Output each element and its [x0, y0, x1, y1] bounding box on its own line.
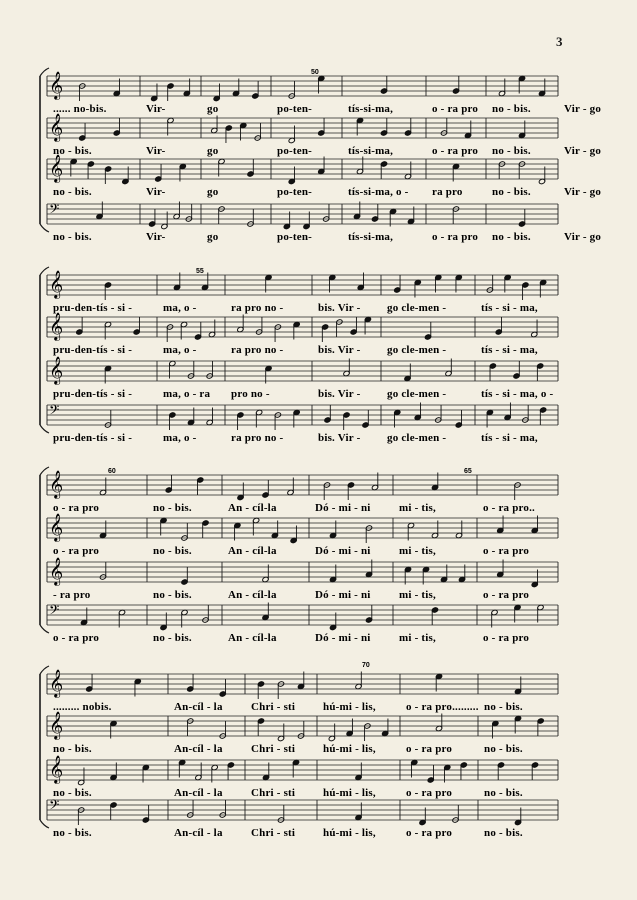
lyric-text: hú-mi - lis,: [323, 743, 376, 755]
lyric-text: o - ra pro.........: [406, 701, 479, 713]
staff: [47, 270, 558, 314]
staff: [47, 602, 558, 644]
lyric-text: no - bis.: [492, 231, 531, 243]
lyric-text: tís - si - ma,: [481, 432, 538, 444]
lyric-text: go cle-men -: [387, 432, 447, 444]
lyric-text: ...... no-bis.: [53, 103, 107, 115]
score-system: [40, 467, 558, 644]
lyric-text: Chri - sti: [251, 787, 296, 799]
treble-clef-icon: 𝄞: [49, 669, 64, 697]
treble-clef-icon: 𝄞: [49, 113, 64, 141]
lyric-text: Dó - mi - ni: [315, 502, 371, 514]
staff: [47, 470, 558, 514]
score-system: [40, 267, 558, 444]
measure-number: 50: [311, 69, 319, 76]
bass-clef-icon: 𝄢: [49, 602, 60, 621]
lyric-text: Vir-: [146, 186, 166, 198]
lyric-text: no - bis.: [484, 743, 523, 755]
staff: [47, 312, 558, 356]
staff: [47, 356, 558, 400]
lyric-text: ......... nobis.: [53, 701, 112, 713]
lyric-text: ra pro no -: [231, 432, 284, 444]
lyric-text: po-ten-: [277, 231, 313, 243]
lyric-text: hú-mi - lis,: [323, 787, 376, 799]
treble-clef-icon: 𝄞: [49, 71, 64, 99]
lyric-text: An - cíl-la: [228, 545, 277, 557]
lyric-text: Vir - go: [564, 231, 602, 243]
lyric-text: o - ra pro: [406, 827, 453, 839]
lyric-text: no - bis.: [53, 743, 92, 755]
lyric-text: Dó - mi - ni: [315, 545, 371, 557]
lyric-text: go cle-men -: [387, 302, 447, 314]
lyric-text: mi - tis,: [399, 589, 436, 601]
bass-clef-icon: 𝄢: [49, 402, 60, 421]
lyric-text: pru-den-tís - si -: [53, 344, 133, 356]
lyric-text: Chri - sti: [251, 743, 296, 755]
staff: [47, 154, 601, 198]
staff: [47, 755, 558, 799]
lyric-text: o - ra pro: [432, 231, 479, 243]
lyric-text: Chri - sti: [251, 701, 296, 713]
staff: [47, 113, 601, 157]
lyric-text: An-cíl - la: [174, 787, 223, 799]
lyric-text: An - cíl-la: [228, 632, 277, 644]
lyric-text: go: [207, 103, 219, 115]
lyric-text: o - ra pro: [53, 545, 100, 557]
lyric-text: tís - si - ma,: [481, 302, 538, 314]
lyric-text: Chri - sti: [251, 827, 296, 839]
lyric-text: An-cíl - la: [174, 743, 223, 755]
lyric-text: o - ra pro: [406, 743, 453, 755]
lyric-text: bis. Vir -: [318, 344, 361, 356]
lyric-text: ma, o -: [163, 432, 197, 444]
staff: [47, 201, 601, 243]
lyric-text: pro no -: [231, 388, 270, 400]
lyric-text: o - ra pro: [483, 632, 530, 644]
lyric-text: Dó - mi - ni: [315, 589, 371, 601]
lyric-text: no - bis.: [484, 701, 523, 713]
lyric-text: go: [207, 231, 219, 243]
lyric-text: o - ra pro: [406, 787, 453, 799]
lyric-text: no - bis.: [484, 787, 523, 799]
lyric-text: ra pro no -: [231, 302, 284, 314]
lyric-text: bis. Vir -: [318, 388, 361, 400]
lyric-text: po-ten-: [277, 145, 313, 157]
lyric-text: pru-den-tís - si -: [53, 388, 133, 400]
staff: [47, 669, 558, 713]
lyric-text: no - bis.: [153, 589, 192, 601]
lyric-text: o - ra pro: [53, 632, 100, 644]
lyric-text: no - bis.: [492, 103, 531, 115]
measure-number: 60: [108, 468, 116, 475]
measure-number: 70: [362, 662, 370, 669]
measure-number: 65: [464, 468, 472, 475]
lyric-text: po-ten-: [277, 186, 313, 198]
lyric-text: ma, o -: [163, 344, 197, 356]
lyric-text: o - ra pro: [432, 103, 479, 115]
treble-clef-icon: 𝄞: [49, 557, 64, 585]
lyric-text: - ra pro: [53, 589, 91, 601]
staff: [47, 711, 558, 755]
lyric-text: o - ra pro: [53, 502, 100, 514]
lyric-text: o - ra pro: [483, 545, 530, 557]
treble-clef-icon: 𝄞: [49, 513, 64, 541]
lyric-text: Vir - go: [564, 145, 602, 157]
lyric-text: tís-si-ma,: [348, 103, 394, 115]
lyric-text: An-cíl - la: [174, 827, 223, 839]
lyric-text: no - bis.: [492, 186, 531, 198]
lyric-text: o - ra pro: [483, 589, 530, 601]
lyric-text: no - bis.: [53, 186, 92, 198]
lyric-text: ra pro: [432, 186, 463, 198]
staff: [47, 71, 601, 115]
lyric-text: no - bis.: [153, 545, 192, 557]
lyric-text: go cle-men -: [387, 388, 447, 400]
lyric-text: pru-den-tís - si -: [53, 302, 133, 314]
score-system: [40, 662, 558, 839]
lyric-text: ma, o - ra: [163, 388, 211, 400]
lyric-text: no - bis.: [53, 145, 92, 157]
treble-clef-icon: 𝄞: [49, 312, 64, 340]
lyric-text: pru-den-tís - si -: [53, 432, 133, 444]
lyric-text: po-ten-: [277, 103, 313, 115]
lyric-text: Vir-: [146, 145, 166, 157]
lyric-text: no - bis.: [484, 827, 523, 839]
lyric-text: An-cíl - la: [174, 701, 223, 713]
lyric-text: tís-si-ma,: [348, 145, 394, 157]
lyric-text: mi - tis,: [399, 632, 436, 644]
lyric-text: Vir - go: [564, 103, 602, 115]
lyric-text: no - bis.: [153, 632, 192, 644]
treble-clef-icon: 𝄞: [49, 470, 64, 498]
lyric-text: go: [207, 145, 219, 157]
staff: [47, 557, 558, 601]
lyric-text: go cle-men -: [387, 344, 447, 356]
treble-clef-icon: 𝄞: [49, 755, 64, 783]
lyric-text: hú-mi - lis,: [323, 701, 376, 713]
lyric-text: bis. Vir -: [318, 302, 361, 314]
lyric-text: tís - si - ma,: [481, 344, 538, 356]
score-system: [40, 68, 601, 243]
lyric-text: no - bis.: [492, 145, 531, 157]
treble-clef-icon: 𝄞: [49, 154, 64, 182]
lyric-text: ra pro no -: [231, 344, 284, 356]
lyric-text: no - bis.: [53, 787, 92, 799]
lyric-text: Vir-: [146, 231, 166, 243]
lyric-text: go: [207, 186, 219, 198]
lyric-text: hú-mi - lis,: [323, 827, 376, 839]
lyric-text: no - bis.: [53, 231, 92, 243]
lyric-text: Vir-: [146, 103, 166, 115]
bass-clef-icon: 𝄢: [49, 201, 60, 220]
staff: [47, 513, 558, 557]
measure-number: 55: [196, 268, 204, 275]
lyric-text: o - ra pro: [432, 145, 479, 157]
lyric-text: tís-si-ma,: [348, 231, 394, 243]
lyric-text: no - bis.: [153, 502, 192, 514]
lyric-text: ma, o -: [163, 302, 197, 314]
lyric-text: Vir - go: [564, 186, 602, 198]
page-number: 3: [556, 34, 563, 49]
lyric-text: tís - si - ma, o -: [481, 388, 554, 400]
treble-clef-icon: 𝄞: [49, 356, 64, 384]
staff: [47, 402, 558, 444]
lyric-text: An - cíl-la: [228, 589, 277, 601]
lyric-text: o - ra pro..: [483, 502, 535, 514]
lyric-text: bis. Vir -: [318, 432, 361, 444]
bass-clef-icon: 𝄢: [49, 797, 60, 816]
lyric-text: tís-si-ma, o -: [348, 186, 409, 198]
treble-clef-icon: 𝄞: [49, 711, 64, 739]
treble-clef-icon: 𝄞: [49, 270, 64, 298]
lyric-text: mi - tis,: [399, 502, 436, 514]
staff: [47, 797, 558, 839]
lyric-text: mi - tis,: [399, 545, 436, 557]
lyric-text: no - bis.: [53, 827, 92, 839]
lyric-text: An - cíl-la: [228, 502, 277, 514]
lyric-text: Dó - mi - ni: [315, 632, 371, 644]
